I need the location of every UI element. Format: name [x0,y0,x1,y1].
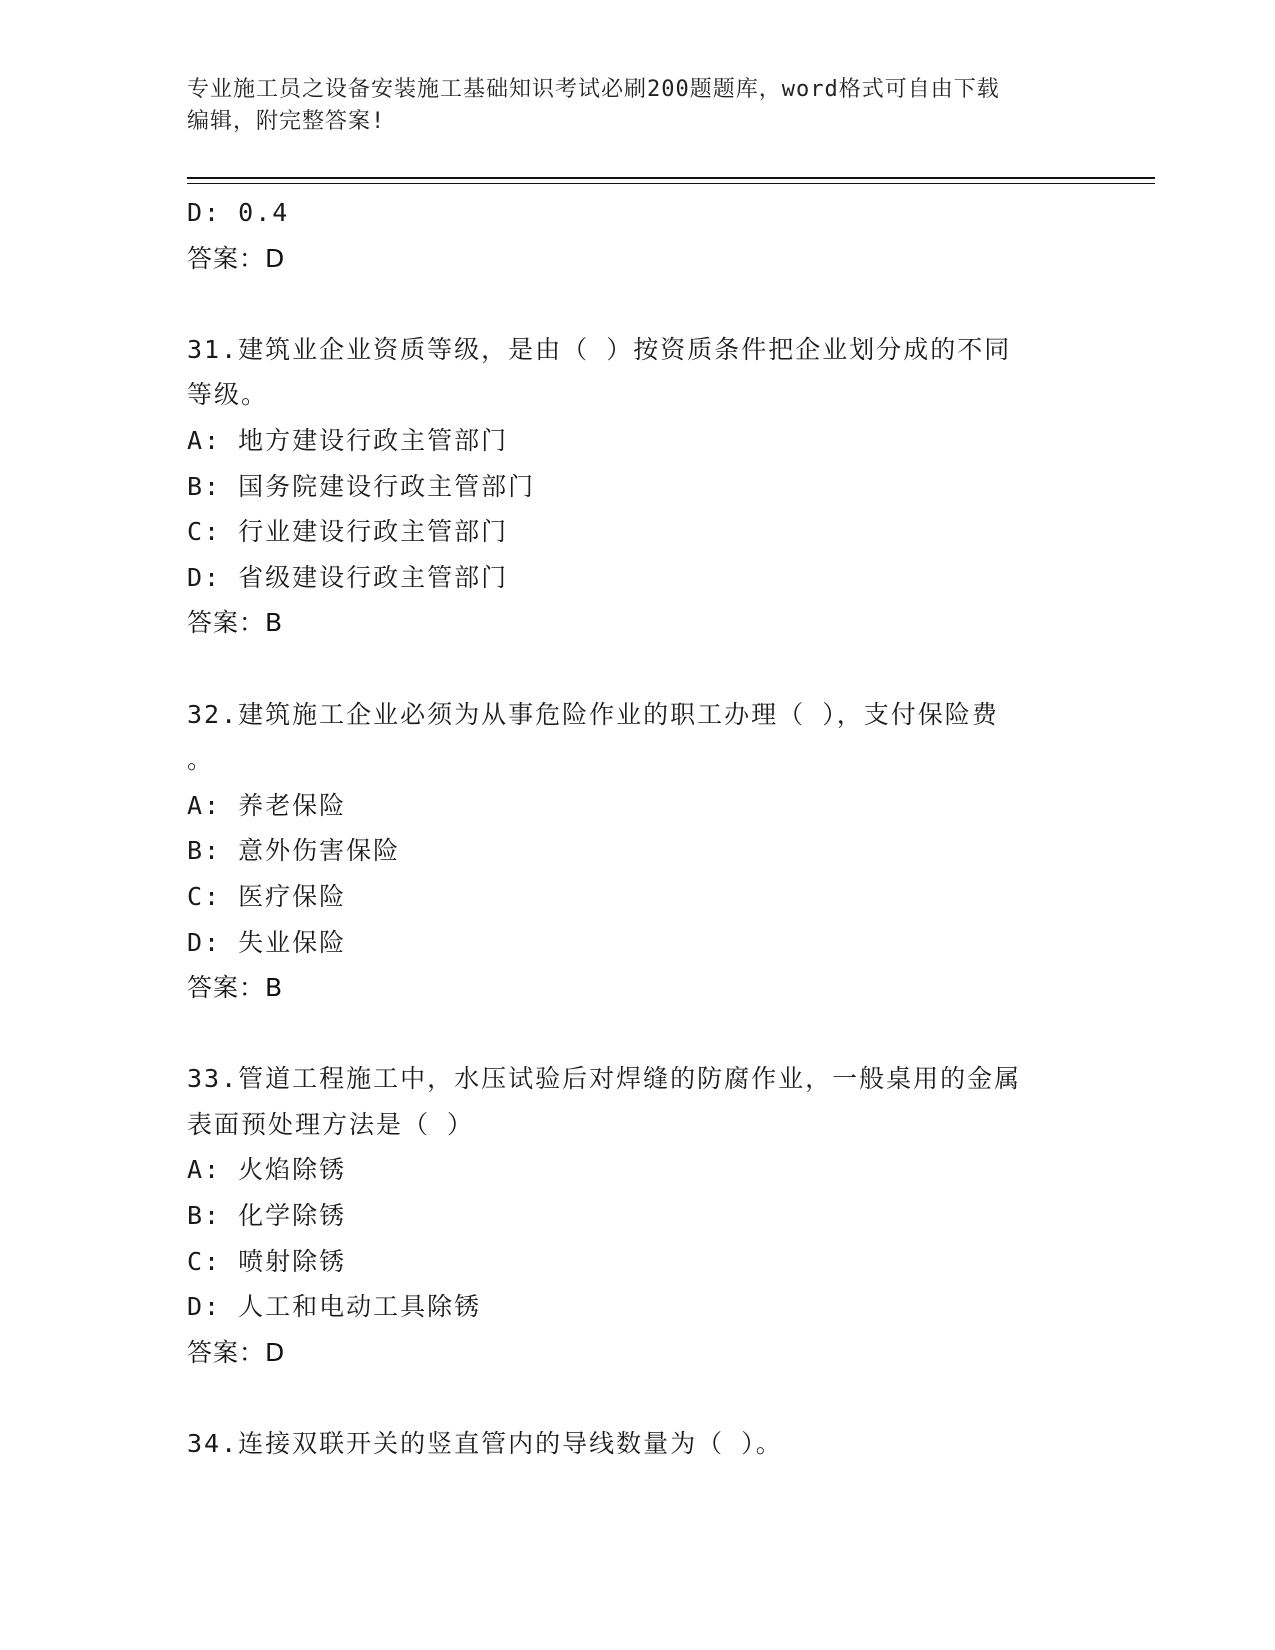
answer-line: 答案：B [187,973,284,1003]
option-d: D: 失业保险 [187,927,347,957]
option-d: D: 0.4 [187,198,290,227]
question-32 [187,692,1087,1011]
spacer [187,646,1087,692]
option-a: A: 火焰除锈 [187,1155,347,1185]
spacer [187,281,1087,327]
question-stem-continued: 等级。 [187,380,269,410]
answer-line: 答案：D [187,1337,286,1367]
answer-line: 答案：D [187,243,286,273]
option-b: B: 意外伤害保险 [187,836,401,866]
option-d: D: 省级建设行政主管部门 [187,562,509,592]
question-stem: 33.管道工程施工中，水压试验后对焊缝的防腐作业，一般桌用的金属 [187,1064,1022,1094]
question-stem: 34.连接双联开关的竖直管内的导线数量为（ ）。 [187,1429,783,1459]
question-list [187,190,1087,1467]
question-33 [187,1056,1087,1375]
question-stem-continued: 。 [187,745,215,775]
question-stem: 31.建筑业企业资质等级，是由（ ）按资质条件把企业划分成的不同 [187,334,1012,364]
document-header [187,74,1077,138]
option-c: C: 喷射除锈 [187,1246,347,1276]
question-stem-continued: 表面预处理方法是（ ） [187,1109,475,1139]
answer-line: 答案：B [187,608,284,638]
option-c: C: 行业建设行政主管部门 [187,517,509,547]
header-divider-thick [187,177,1155,179]
previous-question-tail [187,190,1087,281]
header-line-1: 专业施工员之设备安装施工基础知识考试必刷200题题库，word格式可自由下载 [187,77,1000,102]
question-31 [187,327,1087,646]
option-b: B: 国务院建设行政主管部门 [187,471,536,501]
header-line-2: 编辑，附完整答案! [187,109,386,134]
header-divider-thin [187,183,1155,184]
option-b: B: 化学除锈 [187,1201,347,1231]
question-34 [187,1421,1087,1467]
spacer [187,1375,1087,1421]
option-c: C: 医疗保险 [187,881,347,911]
option-a: A: 养老保险 [187,790,347,820]
question-stem: 32.建筑施工企业必须为从事危险作业的职工办理（ ），支付保险费 [187,699,999,729]
option-d: D: 人工和电动工具除锈 [187,1292,482,1322]
option-a: A: 地方建设行政主管部门 [187,425,509,455]
spacer [187,1011,1087,1057]
